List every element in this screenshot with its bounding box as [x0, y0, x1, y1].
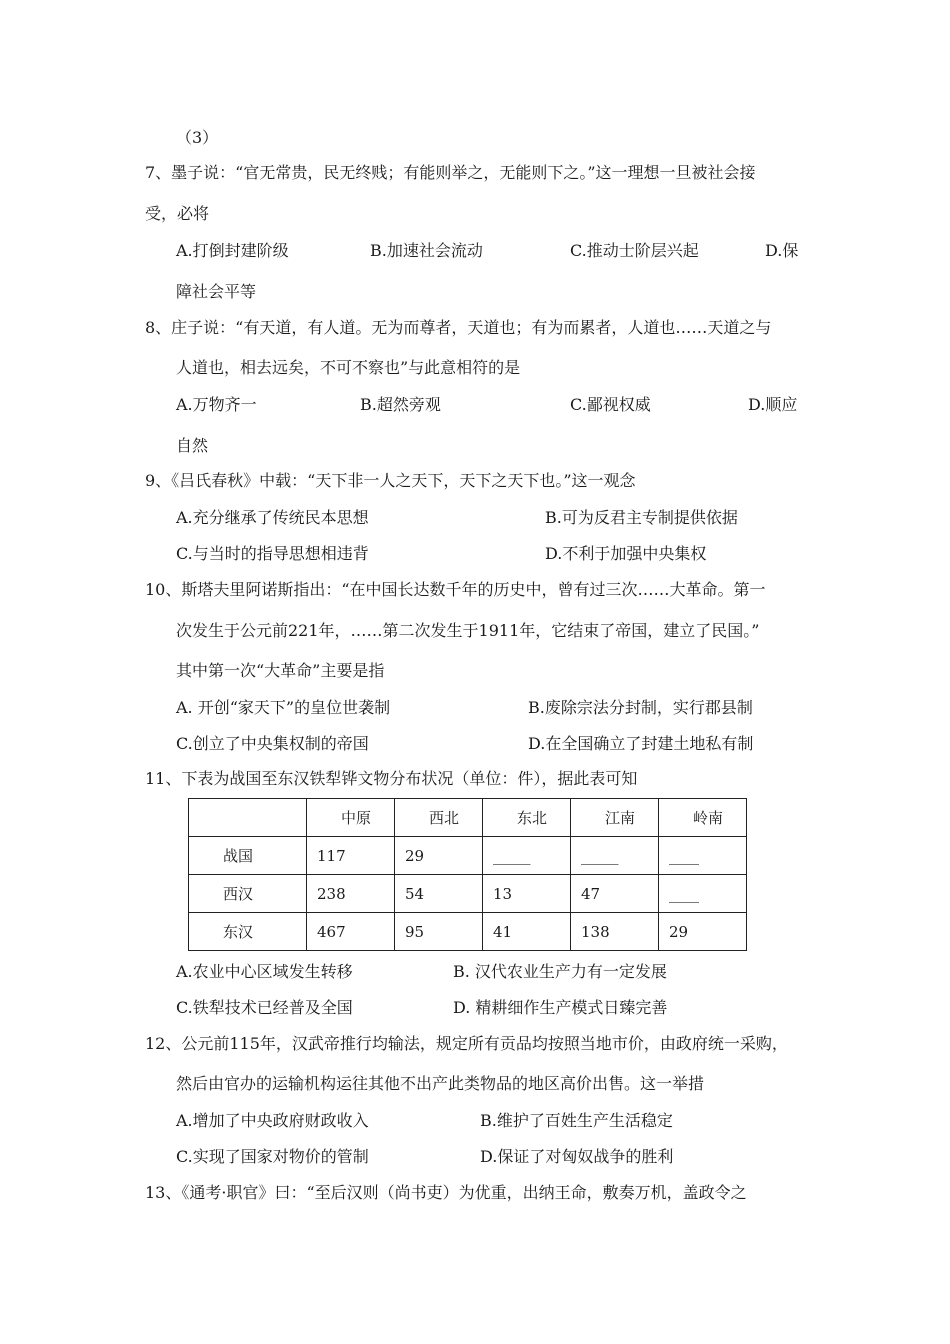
table-cell: 13	[483, 875, 571, 913]
q8-option-d: D.顺应	[748, 395, 798, 414]
table-cell: 西汉	[189, 875, 307, 913]
q10-option-d: D.在全国确立了封建土地私有制	[528, 734, 754, 753]
q11-option-a: A.农业中心区域发生转移	[176, 962, 353, 981]
q9-option-b: B.可为反君主专制提供依据	[545, 508, 738, 527]
table-cell: 战国	[189, 837, 307, 875]
table-header-cell: 西北	[395, 799, 483, 837]
q7-option-d: D.保	[765, 241, 799, 260]
q8-stem-line1: 8、庄子说：“有天道，有人道。无为而尊者，天道也；有为而累者，人道也……天道之与	[145, 318, 772, 337]
q11-option-d: D. 精耕细作生产模式日臻完善	[453, 998, 668, 1017]
q10-option-c: C.创立了中央集权制的帝国	[176, 734, 369, 753]
table-cell: 95	[395, 913, 483, 951]
table-cell: 467	[307, 913, 395, 951]
q9-option-c: C.与当时的指导思想相违背	[176, 544, 369, 563]
table-cell: _____	[571, 837, 659, 875]
q12-option-b: B.维护了百姓生产生活稳定	[480, 1111, 673, 1130]
q7-option-d-wrap: 障社会平等	[176, 282, 257, 301]
q9-option-d: D.不利于加强中央集权	[545, 544, 707, 563]
q9-option-a: A.充分继承了传统民本思想	[176, 508, 369, 527]
pre-label: （3）	[176, 128, 219, 147]
q7-option-c: C.推动士阶层兴起	[570, 241, 699, 260]
table-cell: 138	[571, 913, 659, 951]
q8-option-c: C.鄙视权威	[570, 395, 651, 414]
table-header-cell: 中原	[307, 799, 395, 837]
table-row	[189, 837, 747, 875]
q9-stem-line1: 9、《吕氏春秋》中载：“天下非一人之天下，天下之天下也。”这一观念	[145, 471, 636, 490]
q7-option-b: B.加速社会流动	[370, 241, 483, 260]
q10-stem-line1: 10、斯塔夫里阿诺斯指出：“在中国长达数千年的历史中，曾有过三次……大革命。第一	[145, 580, 766, 599]
q10-stem-line2: 次发生于公元前221年，……第二次发生于1911年，它结束了帝国，建立了民国。”	[176, 621, 760, 640]
q10-option-b: B.废除宗法分封制，实行郡县制	[528, 698, 753, 717]
table-cell: 东汉	[189, 913, 307, 951]
table-cell: ____	[659, 837, 747, 875]
artifact-distribution-table	[188, 798, 747, 951]
table-header-cell: 江南	[571, 799, 659, 837]
q7-stem-line1: 7、墨子说：“官无常贵，民无终贱；有能则举之，无能则下之。”这一理想一旦被社会接	[145, 163, 756, 182]
table-header-cell: 岭南	[659, 799, 747, 837]
q7-option-a: A.打倒封建阶级	[176, 241, 289, 260]
q12-option-c: C.实现了国家对物价的管制	[176, 1147, 369, 1166]
table-header-cell: 东北	[483, 799, 571, 837]
table-cell: 41	[483, 913, 571, 951]
q8-stem-line2: 人道也，相去远矣，不可不察也”与此意相符的是	[176, 358, 521, 377]
q8-option-d-wrap: 自然	[176, 436, 209, 455]
q12-option-a: A.增加了中央政府财政收入	[176, 1111, 369, 1130]
table-cell: 29	[659, 913, 747, 951]
table-cell: 117	[307, 837, 395, 875]
table-cell: 29	[395, 837, 483, 875]
q10-option-a: A. 开创“家天下”的皇位世袭制	[176, 698, 391, 717]
q12-option-d: D.保证了对匈奴战争的胜利	[480, 1147, 674, 1166]
table-cell: ____	[659, 875, 747, 913]
table-header-cell	[189, 799, 307, 837]
table-header-row	[189, 799, 747, 837]
q7-stem-line2: 受，必将	[145, 204, 210, 223]
q10-stem-line3: 其中第一次“大革命”主要是指	[176, 661, 385, 680]
table-row	[189, 913, 747, 951]
q12-stem-line1: 12、公元前115年，汉武帝推行均输法，规定所有贡品均按照当地市价，由政府统一采购，	[145, 1034, 788, 1053]
q8-option-b: B.超然旁观	[360, 395, 441, 414]
q11-option-b: B. 汉代农业生产力有一定发展	[453, 962, 667, 981]
table-row	[189, 875, 747, 913]
table-cell: 54	[395, 875, 483, 913]
q11-stem-line1: 11、下表为战国至东汉铁犁铧文物分布状况（单位：件），据此表可知	[145, 769, 638, 788]
q11-option-c: C.铁犁技术已经普及全国	[176, 998, 353, 1017]
table-cell: 47	[571, 875, 659, 913]
table-cell: _____	[483, 837, 571, 875]
q13-stem-line1: 13、《通考·职官》曰：“至后汉则（尚书吏）为优重，出纳王命，敷奏万机，盖政令之	[145, 1183, 747, 1202]
q12-stem-line2: 然后由官办的运输机构运往其他不出产此类物品的地区高价出售。这一举措	[176, 1074, 705, 1093]
table-cell: 238	[307, 875, 395, 913]
q8-option-a: A.万物齐一	[176, 395, 257, 414]
